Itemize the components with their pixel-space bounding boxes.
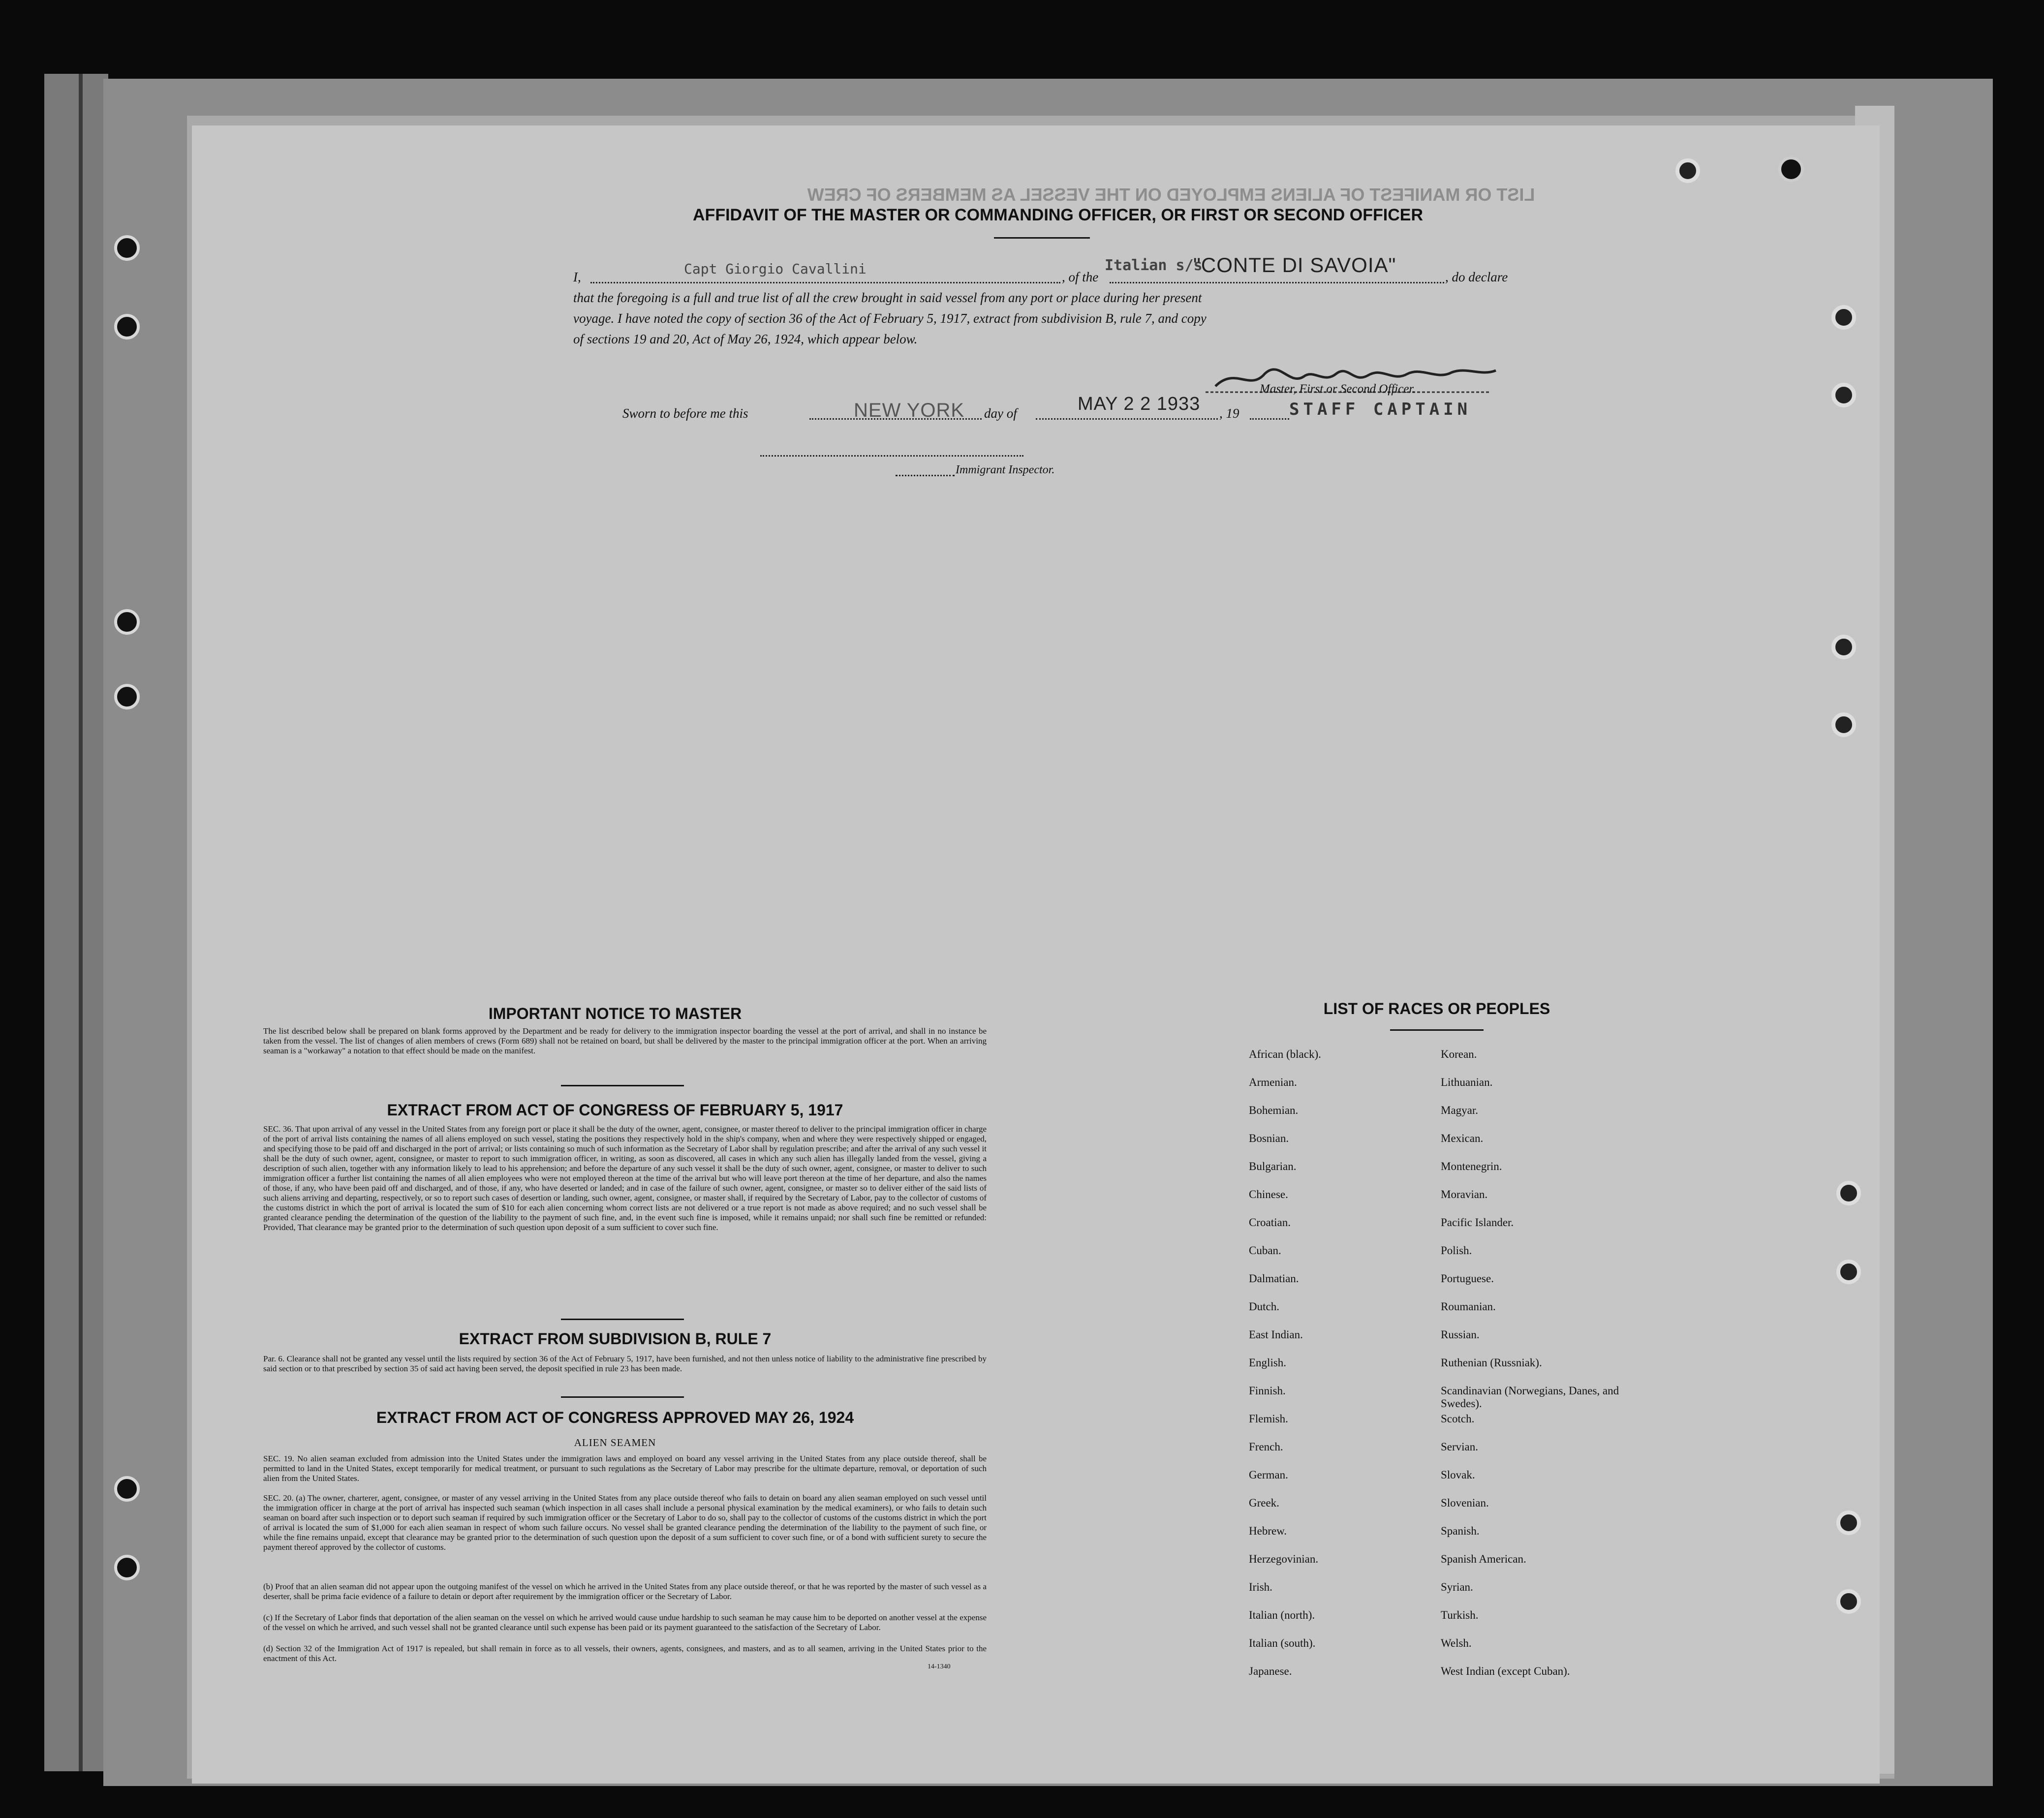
race-item: Welsh. <box>1441 1637 1472 1649</box>
race-item: Dalmatian. <box>1249 1272 1299 1285</box>
vessel-prefix: Italian s/s <box>1105 257 1203 274</box>
affidavit-line-3: voyage. I have noted the copy of section 36 of the Act of February 5, 1917, extract from subdivision B, rule 7, and copy <box>573 311 1207 326</box>
races-title: LIST OF RACES OR PEOPLES <box>1323 1000 1550 1017</box>
punch-hole <box>114 235 140 261</box>
punch-hole <box>1831 305 1856 330</box>
day-of-label: day of <box>984 406 1017 421</box>
notice-title: IMPORTANT NOTICE TO MASTER <box>488 1005 742 1022</box>
race-item: Italian (south). <box>1249 1637 1316 1649</box>
inspector-line <box>896 475 955 476</box>
divider <box>561 1319 684 1320</box>
race-item: Slovenian. <box>1441 1497 1489 1509</box>
race-item: English. <box>1249 1356 1287 1369</box>
signature-caption: Master, First or Second Officer. <box>1260 382 1416 396</box>
extract-1924-sec20d: (d) Section 32 of the Immigration Act of 1917 is repealed, but shall remain in force as to all vessels, their owners, agents, consignees, and masters, and as to all seamen, arriving in the United States prior to the enactment of this Act. <box>263 1644 987 1663</box>
race-item: French. <box>1249 1441 1283 1453</box>
extract-1917-body: SEC. 36. That upon arrival of any vessel in the United States from any foreign port or place it shall be the duty of the owner, agent, consignee, or master thereof to deliver to the principal immigration officer in charge of the port of arrival lists containing the names of all aliens employed on such vessel, stating the positions they respectively hold in the ship's company, when and where they were respectively shipped or engaged, and specifying those to be paid off and discharged in the port of arrival; or lists containing so much of such information as the Secretary of Labor shall by regulation prescribe; and after the arrival of any such vessel it shall be the duty of such owner, agent, consignee, or master to report to such immigration officer, in writing, as soon as discovered, all cases in which any such alien has illegally landed from the vessel, giving a description of such alien, together with any information likely to lead to his apprehension; and before the departure of any such vessel it shall be the duty of such owner, agent, consignee, or master to deliver to such immigration officer a further list containing the names of all alien employees who were not employed thereon at the time of the arrival but who will leave port thereon at the time of her departure, and also the names of those, if any, who have been paid off and discharged, and of those, if any, who have deserted or landed; and in case of the failure of such owner, agent, consignee, or master so to deliver either of the said lists of such aliens arriving and departing, respectively, or so to report such cases of desertion or landing, such owner, agent, consignee, or master shall, if required by the Secretary of Labor, pay to the collector of customs of the customs district in which the port of arrival is located the sum of $10 for each alien concerning whom correct lists are not delivered or a true report is not made as above required; and no such vessel shall be granted clearance pending the determination of the question of the liability to the payment of such fine, and, in the event such fine is imposed, while it remains unpaid; nor shall such fine be remitted or refunded: Provided, That clearance may be granted prior to the determination of such question upon deposit of a sum sufficient to cover such fine. <box>263 1124 987 1232</box>
punch-hole <box>1836 1181 1861 1205</box>
punch-hole <box>1778 156 1804 182</box>
race-item: Croatian. <box>1249 1216 1291 1229</box>
race-item: Armenian. <box>1249 1076 1297 1088</box>
race-item: Japanese. <box>1249 1665 1292 1677</box>
punch-hole <box>1836 1260 1861 1284</box>
punch-hole <box>1831 383 1856 407</box>
inspector-signature-line <box>760 455 1023 457</box>
divider <box>1390 1029 1484 1031</box>
race-item: Spanish American. <box>1441 1553 1526 1565</box>
race-item: Ruthenian (Russniak). <box>1441 1356 1542 1369</box>
races-right-column <box>1441 1048 1652 1693</box>
vessel-name-stamp: "CONTE DI SAVOIA" <box>1193 253 1396 277</box>
sworn-place-stamp: NEW YORK <box>854 400 965 421</box>
date-line <box>1036 418 1218 420</box>
affidavit-title: AFFIDAVIT OF THE MASTER OR COMMANDING OFFICER, OR FIRST OR SECOND OFFICER <box>693 206 1423 224</box>
punch-hole <box>114 1476 140 1502</box>
race-item: Polish. <box>1441 1244 1472 1257</box>
extract-1924-sec20b: (b) Proof that an alien seaman did not appear upon the outgoing manifest of the vessel on which he arrived in the United States from any place outside thereof, or that he was reported by the master of such vessel as a deserter, shall be prima facie evidence of a failure to detain or deport after requirement by the immigration officer or the Secretary of Labor. <box>263 1582 987 1601</box>
of-the-label: , of the <box>1062 270 1099 284</box>
race-item: Spanish. <box>1441 1525 1480 1537</box>
affidavit-i-label: I, <box>573 270 581 284</box>
race-item: Magyar. <box>1441 1104 1479 1116</box>
sworn-date-stamp: MAY 2 2 1933 <box>1078 394 1201 414</box>
race-item: Irish. <box>1249 1581 1272 1593</box>
binder-spine <box>44 74 108 1771</box>
race-item: West Indian (except Cuban). <box>1441 1665 1570 1677</box>
punch-hole <box>1836 1589 1861 1614</box>
do-declare-label: , do declare <box>1445 270 1508 284</box>
race-item: German. <box>1249 1469 1288 1481</box>
punch-hole <box>1831 712 1856 737</box>
year-line <box>1250 418 1289 420</box>
punch-hole <box>1831 635 1856 659</box>
extract-rule7-body: Par. 6. Clearance shall not be granted any vessel until the lists required by section 36 of the Act of February 5, 1917, have been furnished, and not then unless notice of liability to the administrative fine prescribed by said section or to that prescribed by section 35 of said act having been served, the deposit specified in rule 23 has been made. <box>263 1354 987 1373</box>
binder-edge <box>79 74 83 1771</box>
race-item: Turkish. <box>1441 1609 1479 1621</box>
form-number: 14-1340 <box>928 1663 951 1670</box>
notice-body: The list described below shall be prepared on blank forms approved by the Department and be ready for delivery to the immigration inspector boarding the vessel at the port of arrival, and shall in no instance be taken from the vessel. The list of changes of alien members of crews (Form 689) shall not be retained on board, but shall be delivered by the master to the principal immigration officer at the port. When an arriving seaman is a "workaway" a notation to that effect should be made on the manifest. <box>263 1026 987 1055</box>
punch-hole <box>114 314 140 339</box>
year-label: , 19 <box>1219 406 1239 421</box>
race-item: Bohemian. <box>1249 1104 1299 1116</box>
punch-hole <box>1675 158 1700 183</box>
extract-1924-sec20c: (c) If the Secretary of Labor finds that deportation of the alien seaman on the vessel on which he arrived would cause undue hardship to such seaman he may cause him to be deported on another vessel at the expense of the vessel on which he arrived, and such vessel shall not be granted clearance until such expense has been paid or its payment guaranteed to the satisfaction of the Secretary of Labor. <box>263 1613 987 1632</box>
punch-hole <box>114 609 140 635</box>
race-item: Roumanian. <box>1441 1300 1496 1313</box>
punch-hole <box>114 1555 140 1580</box>
race-item: Mexican. <box>1441 1132 1484 1144</box>
race-item: East Indian. <box>1249 1328 1303 1341</box>
punch-hole <box>114 684 140 709</box>
race-item: Flemish. <box>1249 1413 1288 1425</box>
affidavit-line-2: that the foregoing is a full and true list of all the crew brought in said vessel from any port or place during her present <box>573 290 1202 305</box>
race-item: Syrian. <box>1441 1581 1473 1593</box>
race-item: Bulgarian. <box>1249 1160 1297 1172</box>
race-item: Greek. <box>1249 1497 1279 1509</box>
race-item: Korean. <box>1441 1048 1477 1060</box>
race-item: Chinese. <box>1249 1188 1288 1201</box>
race-item: Herzegovinian. <box>1249 1553 1319 1565</box>
divider <box>561 1085 684 1086</box>
divider <box>994 237 1090 239</box>
divider <box>561 1396 684 1398</box>
extract-1917-title: EXTRACT FROM ACT OF CONGRESS OF FEBRUARY 5, 1917 <box>387 1101 843 1119</box>
races-left-column <box>1249 1048 1446 1693</box>
name-line <box>590 282 1060 283</box>
extract-1924-title: EXTRACT FROM ACT OF CONGRESS APPROVED MAY 26, 1924 <box>376 1409 854 1426</box>
race-item: Lithuanian. <box>1441 1076 1493 1088</box>
inspector-caption: Immigrant Inspector. <box>956 463 1055 476</box>
race-item: Finnish. <box>1249 1385 1286 1397</box>
extract-1924-sec19: SEC. 19. No alien seaman excluded from admission into the United States under the immigration laws and employed on board any vessel arriving in the United States from any place outside thereof, shall be permitted to land in the United States, except temporarily for medical treatment, or pursuant to such regulations as the Secretary of Labor may prescribe for the ultimate departure, removal, or deportation of such alien from the United States. <box>263 1454 987 1483</box>
race-item: Scotch. <box>1441 1413 1475 1425</box>
extract-rule7-title: EXTRACT FROM SUBDIVISION B, RULE 7 <box>459 1330 772 1348</box>
race-item: Slovak. <box>1441 1469 1475 1481</box>
race-item: Servian. <box>1441 1441 1479 1453</box>
race-item: Pacific Islander. <box>1441 1216 1514 1229</box>
race-item: Montenegrin. <box>1441 1160 1502 1172</box>
master-name: Capt Giorgio Cavallini <box>684 261 867 277</box>
affidavit-line-4: of sections 19 and 20, Act of May 26, 1924, which appear below. <box>573 332 918 346</box>
rank-stamp: STAFF CAPTAIN <box>1289 400 1472 419</box>
race-item: Italian (north). <box>1249 1609 1315 1621</box>
extract-1924-subtitle: ALIEN SEAMEN <box>574 1437 656 1448</box>
extract-1924-sec20a: SEC. 20. (a) The owner, charterer, agent, consignee, or master of any vessel arriving in the United States from any place outside thereof who fails to detain on board any alien seaman employed on such vessel until the immigration officer in charge at the port of arrival has inspected such seaman (which inspection in all cases shall include a personal physical examination by the medical examiners), or who fails to detain such seaman on board after such inspection or to deport such seaman if required by such immigration officer or the Secretary of Labor to do so, shall pay to the collector of customs of the customs district in which the port of arrival is located the sum of $1,000 for each alien seaman in respect of whom such failure occurs. No vessel shall be granted clearance pending the determination of the liability to the payment of such fine, or while the fine remains unpaid, except that clearance may be granted prior to the determination of such question upon the deposit of a sum sufficient to cover such fine, or of a bond with sufficient surety to secure the payment thereof approved by the collector of customs. <box>263 1493 987 1552</box>
race-item: Portuguese. <box>1441 1272 1494 1285</box>
race-item: African (black). <box>1249 1048 1321 1060</box>
race-item: Scandinavian (Norwegians, Danes, and Swedes). <box>1441 1385 1619 1410</box>
vessel-line <box>1110 282 1444 283</box>
punch-hole <box>1836 1510 1861 1535</box>
race-item: Moravian. <box>1441 1188 1488 1201</box>
sworn-label: Sworn to before me this <box>622 406 748 421</box>
race-item: Cuban. <box>1249 1244 1281 1257</box>
race-item: Bosnian. <box>1249 1132 1289 1144</box>
race-item: Russian. <box>1441 1328 1480 1341</box>
bleed-through-header: LIST OR MANIFEST OF ALIENS EMPLOYED ON THE VESSEL AS MEMBERS OF CREW <box>807 185 1535 205</box>
race-item: Dutch. <box>1249 1300 1279 1313</box>
race-item: Hebrew. <box>1249 1525 1287 1537</box>
